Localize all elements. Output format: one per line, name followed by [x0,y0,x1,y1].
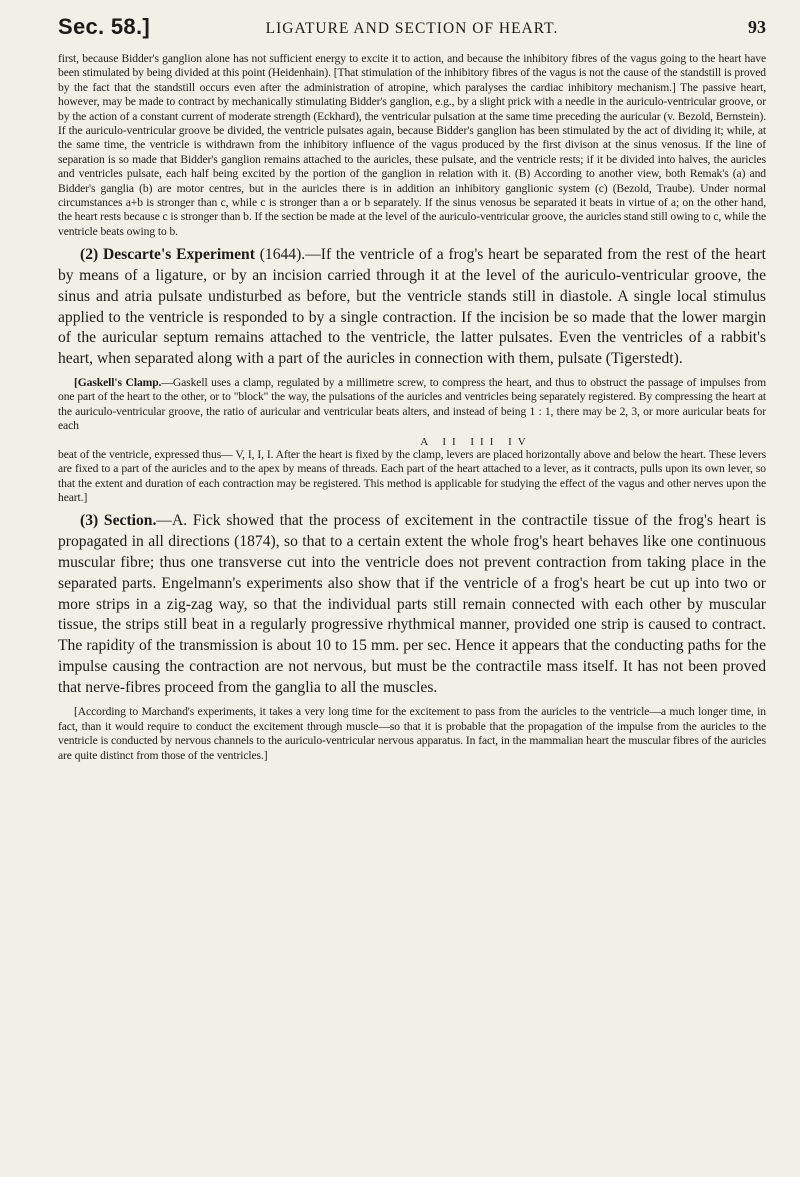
section3-text: —A. Fick showed that the process of excitement in the contractile tissue of the frog's heart is propagated in all directions (1874), so that to a certain extent the whole frog's heart behaves like one continuous muscular fibre; thus one transverse cut into the ventricle does not prevent contraction from taking place in the separated parts. Engelmann's experiments also show that if the ventricle of a frog's heart be cut up into two or more strips in a zig-zag way, so that the individual parts still remain connected with each other by muscular tissue, the strips still beat in a regularly progressive rhythmical manner, provided one strip is caused to contract. The rapidity of the transmission is about 10 to 15 mm. per sec. Hence it appears that the conducting paths for the impulse causing the contraction are not nervous, but must be the contractile mass itself. It has not been proved that nerve-fibres proceed from the ganglia to all the muscles. [58,512,766,696]
gaskell-text-a: —Gaskell uses a clamp, regulated by a millimetre screw, to compress the heart, and thus to obstruct the passage of impulses from one part of the heart to the other, or to "block" the way, the pulsations of the auricles and ventricles being separately registered. By compressing the heart at the auriculo-ventricular groove, the ratio of auricular and ventricular beats alters, and instead of being 1 : 1, there may be 2, 3, or more auricular beats for each [58,376,766,433]
page-number: 93 [748,17,766,37]
descartes-text: —If the ventricle of a frog's heart be separated from the rest of the heart by means of a ligature, or by an incision carried through it at the level of the auriculo-ventricular groove, the sinus and atria pulsate undisturbed as before, but the ventricle stands still in diastole. A single local stimulus applied to the ventricle is responded to by a single contraction. If the incision be so made that the lower margin of the auricular septum remains attached to the ventricle, the latter pulsates. Even the ventricles of a rabbit's heart, when separated along with a part of the auricles in connection with them, pulsate (Tigerstedt). [58,246,766,368]
running-title: LIGATURE AND SECTION OF HEART. [265,20,559,37]
section3-heading: (3) Section. [80,512,157,530]
gaskell-heading: [Gaskell's Clamp. [74,376,162,390]
descartes-paragraph [58,245,766,370]
section3-paragraph [58,511,766,698]
continuation-paragraph: first, because Bidder's ganglion alone has not sufficient energy to excite it to action, and because the inhibitory fibres of the vagus going to the heart have been stimulated by being divided at this point (Heidenhain). [That stimulation of the inhibitory fibres of the vagus is not the cause of the standstill is proved by the fact that the standstill occurs even after the administration of atropine, which paralyses the cardiac inhibitory mechanism.] The passive heart, however, may be made to contract by mechanically stimulating Bidder's ganglion, e.g., by a slight prick with a needle in the auriculo-ventricular groove, or by the action of a constant current of moderate strength (Eckhard), the ventricular pulsation at the same time preceding the auricular (v. Bezold, Bernstein). If the auriculo-ventricular groove be divided, the ventricle pulsates again, because Bidder's ganglion has been stimulated by the act of dividing it; while, at the same time, the ventricle is withdrawn from the inhibitory influence of the vagus produced by the first divison at the sinus venosus. If the line of separation is so made that Bidder's ganglion remains attached to the auricles, these pulsate, and the ventricle rests; if it be divided into halves, the auricles and ventricles pulsate, each half being excited by the portion of the ganglion in relation with it. (B) According to another view, both Remak's (a) and Bidder's ganglia (b) are motor centres, but in the auricles there is in addition an inhibitory ganglionic system (c) (Bezold, Traube). Under normal circumstances a+b is stronger than c, while c is stronger than a or b separately. If the sinus venosus be separated it beats in virtue of a; on the other hand, the heart rests because c is stronger than b. If the section be made at the level of the auriculo-ventricular groove, the auricles stand still owing to c, while the ventricle beats owing to b. [58,52,766,238]
ratio-numerators: A II III IV [420,435,532,448]
descartes-heading: (2) Descarte's Experiment [80,246,255,264]
gaskell-text-b: beat of the ventricle, expressed thus— V, I, I, I. After the heart is fixed by the clamp, levers are placed horizontally above and below the heart. These levers are fixed to a part of the auricles and to the apex by means of threads. Each part of the heart attached to a lever, as it contracts, pulls upon its own lever, so that the extent and duration of each contraction may be registered. This method is applicable for studying the effect of the vagus and other nerves upon the heart.] [58,447,766,504]
page-header [58,0,766,52]
section-label: Sec. 58.] [58,14,150,39]
descartes-year: (1644). [259,246,306,264]
marchand-paragraph: [According to Marchand's experiments, it takes a very long time for the excitement to pass from the auricles to the ventricle—a much longer time, in fact, than it would require to conduct the excitement through muscle—so that it is probable that the propagation of the impulse from the auricles to the ventricle is conducted by nervous channels to the auriculo-ventricular nervous apparatus. In fact, in the mammalian heart the muscular fibres of the auricles are quite distinct from those of the ventricles.] [58,705,766,762]
gaskell-paragraph-a [58,376,766,434]
